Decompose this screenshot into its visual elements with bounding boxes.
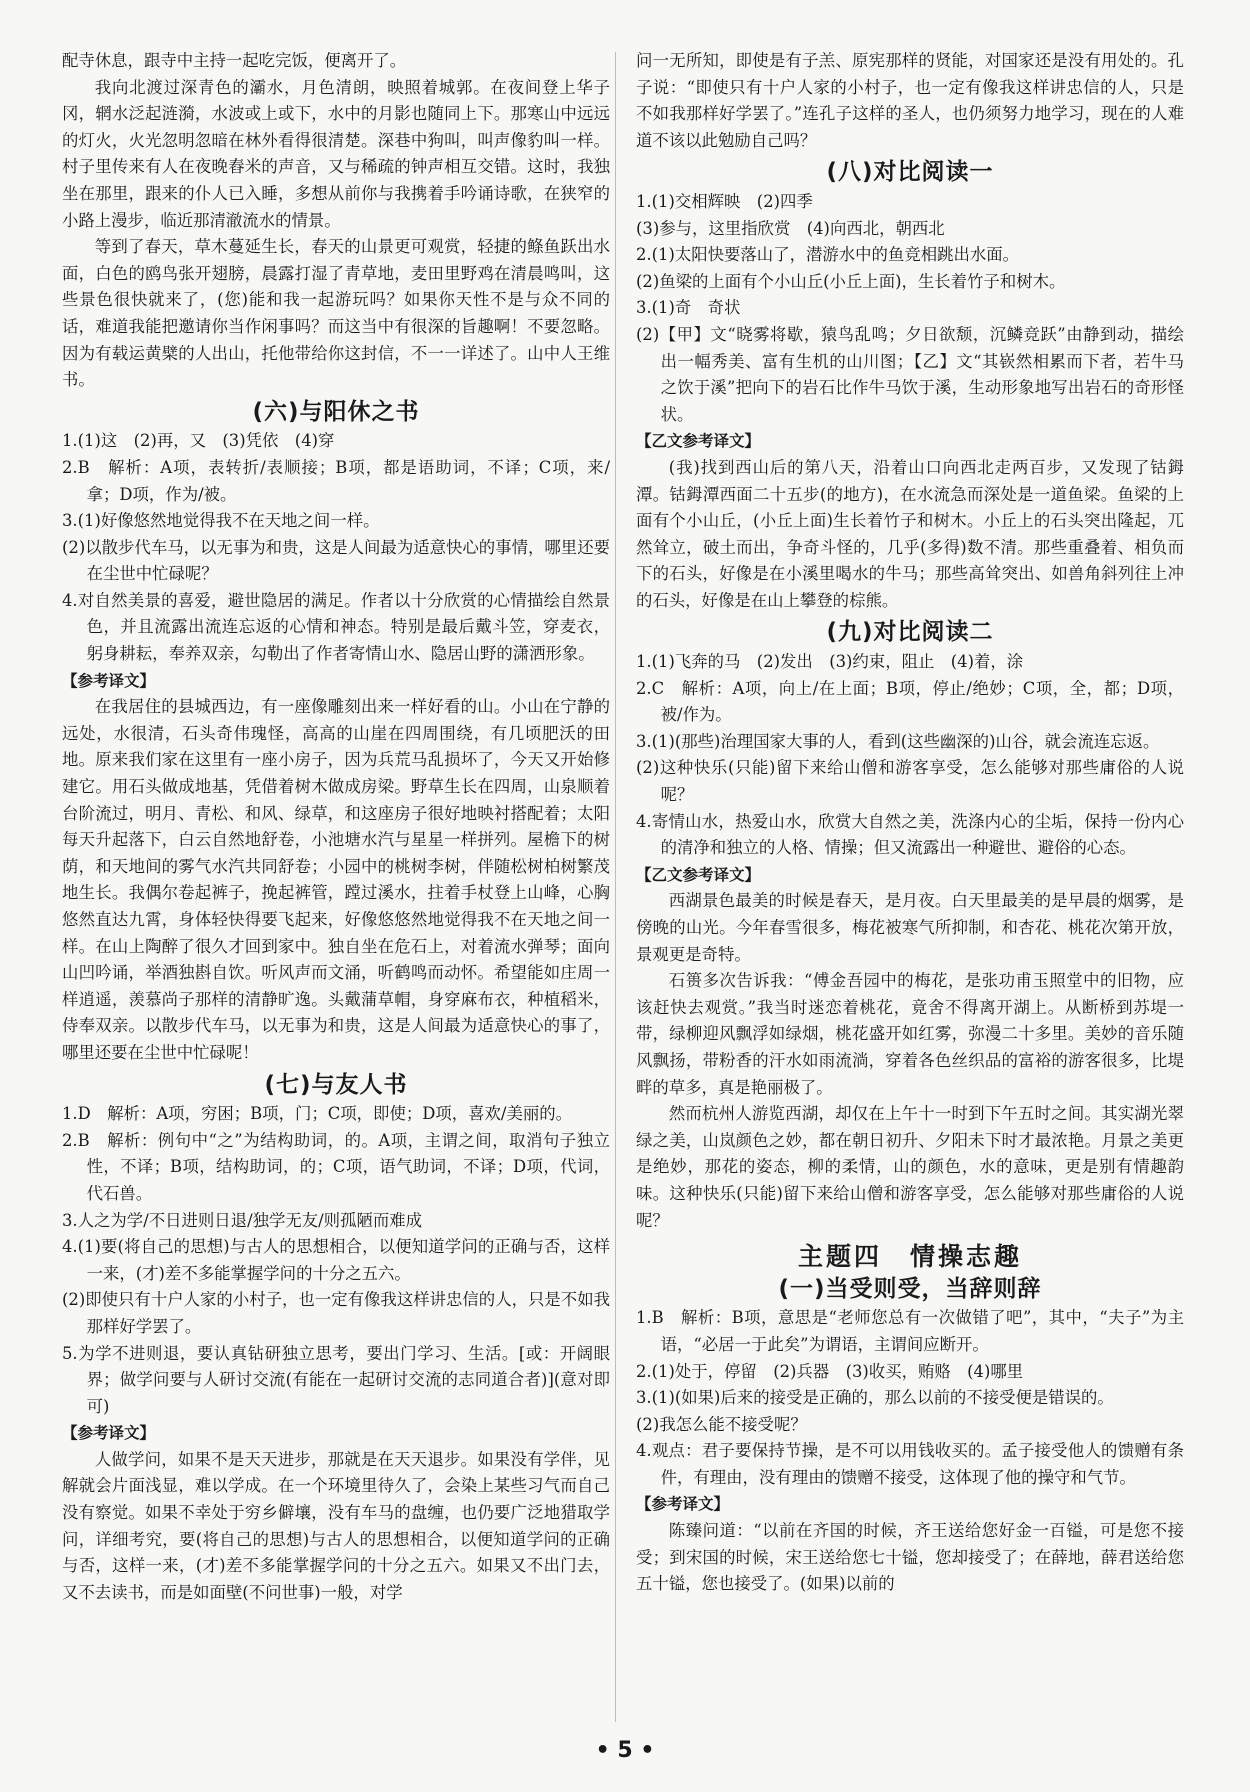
answer-item: (2)这种快乐(只能)留下来给山僧和游客享受，怎么能够对那些庸俗的人说呢？ bbox=[636, 758, 1184, 805]
column-divider bbox=[615, 52, 616, 1722]
answer-item: 3.(1)奇 奇状 bbox=[636, 298, 741, 318]
answer-item: 1.(1)交相辉映 (2)四季 bbox=[636, 191, 813, 211]
section-heading: (八)对比阅读一 bbox=[826, 159, 994, 186]
text-paragraph: 1.(1)这 (2)再，又 (3)凭依 (4)穿 bbox=[62, 431, 335, 451]
theme-heading: 主题四 情操志趣 bbox=[797, 1242, 1022, 1272]
section-heading: (六)与阳休之书 bbox=[252, 398, 420, 425]
translation-label: 【乙文参考译文】 bbox=[636, 432, 761, 451]
answer-item: (2)【甲】文“晓雾将歇，猿鸟乱鸣；夕日欲颓，沉鳞竞跃”由静到动，描绘出一幅秀美、富有生机的山川图；【乙】文“其嵚然相累而下者，若牛马之饮于溪”把向下的岩石比作牛马饮于溪，生动形象地写出岩石的奇形怪状。 bbox=[636, 324, 1184, 424]
answer-item: 5.为学不进则退，要认真钻研独立思考，要出门学习、生活。[或：开阔眼界；做学问要与人研讨交流(有能在一起研讨交流的志同道合者)](意对即可) bbox=[62, 1343, 610, 1416]
text-paragraph: 问一无所知，即使是有子羔、原宪那样的贤能，对国家还是没有用处的。孔子说：“即使只有十户人家的小村子，也一定有像我这样讲忠信的人，只是不如我那样好学罢了。”连孔子这样的圣人，也仍须努力地学习，现在的人难道不该以此勉励自己吗？ bbox=[636, 51, 1184, 150]
translation-label: 【参考译文】 bbox=[62, 1424, 156, 1443]
section-heading: (七)与友人书 bbox=[264, 1071, 408, 1098]
answer-item: 2.C 解析：A项，向上/在上面；B项，停止/绝妙；C项，全，都；D项，被/作为。 bbox=[636, 678, 1184, 725]
translation-label: 【参考译文】 bbox=[636, 1495, 730, 1514]
answer-item: 2.(1)处于，停留 (2)兵器 (3)收买，贿赂 (4)哪里 bbox=[636, 1361, 1024, 1381]
translation-label: 【参考译文】 bbox=[62, 671, 156, 690]
answer-item: 2.B 解析：例句中“之”为结构助词，的。A项，主谓之间，取消句子独立性，不译；B项，结构助词，的；C项，语气助词，不译；D项，代词，代石兽。 bbox=[62, 1130, 610, 1203]
answer-item: (2)即使只有十户人家的小村子，也一定有像我这样讲忠信的人，只是不如我那样好学罢了。 bbox=[62, 1290, 610, 1336]
translation-paragraph: 陈臻问道：“以前在齐国的时候，齐王送给您好金一百镒，可是您不接受；到宋国的时候，宋王送给您七十镒，您却接受了；在薛地，薛君送给您五十镒，您也接受了。(如果)以前的 bbox=[636, 1521, 1184, 1594]
answer-item: 2.B 解析：A项，表转折/表顺接；B项，都是语助词，不译；C项，来/拿；D项，作为/被。 bbox=[62, 457, 610, 504]
page-number: • 5 • bbox=[595, 1738, 655, 1763]
translation-paragraph: 然而杭州人游览西湖，却仅在上午十一时到下午五时之间。其实湖光翠绿之美，山岚颜色之妙，都在朝日初升、夕阳未下时才最浓艳。月景之美更是绝妙，那花的姿态，柳的柔情，山的颜色，水的意味，更是别有情趣韵味。这种快乐(只能)留下来给山僧和游客享受，怎么能够对那些庸俗的人说呢？ bbox=[636, 1104, 1184, 1230]
translation-paragraph: 我向北渡过深青色的灞水，月色清朗，映照着城郭。在夜间登上华子冈，辋水泛起涟漪，水波或上或下，水中的月影也随同上下。那寒山中远远的灯火，火光忽明忽暗在林外看得很清楚。深巷中狗叫，叫声像豹叫一样。村子里传来有人在夜晚舂米的声音，又与稀疏的钟声相互交错。这时，我独坐在那里，跟来的仆人已入睡，多想从前你与我携着手吟诵诗歌，在狭窄的小路上漫步，临近那清澈流水的情景。 bbox=[62, 77, 610, 230]
translation-paragraph: 西湖景色最美的时候是春天，是月夜。白天里最美的是早晨的烟雾，是傍晚的山光。今年春雪很多，梅花被寒气所抑制，和杏花、桃花次第开放，景观更是奇特。 bbox=[636, 891, 1184, 964]
text-paragraph: 配寺休息，跟寺中主持一起吃完饭，便离开了。 bbox=[62, 51, 407, 70]
answer-item: 2.(1)太阳快要落山了，潜游水中的鱼竞相跳出水面。 bbox=[636, 245, 1020, 265]
translation-paragraph: 石篑多次告诉我：“傅金吾园中的梅花，是张功甫玉照堂中的旧物，应该赶快去观赏。”我当时迷恋着桃花，竟舍不得离开湖上。从断桥到苏堤一带，绿柳迎风飘浮如绿烟，桃花盛开如红雾，弥漫二十多里。美妙的音乐随风飘扬，带粉香的汗水如雨流淌，穿着各色丝织品的富裕的游客很多，比堤畔的草多，真是艳丽极了。 bbox=[636, 971, 1184, 1097]
answer-item: 1.B 解析：B项，意思是“老师您总有一次做错了吧”，其中，“夫子”为主语，“必居一于此矣”为谓语，主谓间应断开。 bbox=[636, 1308, 1184, 1354]
translation-paragraph: 等到了春天，草木蔓延生长，春天的山景更可观赏，轻捷的鲦鱼跃出水面，白色的鸥鸟张开翅膀，晨露打湿了青草地，麦田里野鸡在清晨鸣叫，这些景色很快就来了，(您)能和我一起游玩吗？如果你天性不是与众不同的话，难道我能把邀请你当作闲事吗？而这当中有很深的旨趣啊！不要忽略。因为有载运黄檗的人出山，托他带给你这封信，不一一详述了。山中人王维书。 bbox=[62, 237, 610, 390]
answer-item: (2)鱼梁的上面有个小山丘(小丘上面)，生长着竹子和树木。 bbox=[636, 271, 1066, 291]
section-heading: (九)对比阅读二 bbox=[826, 619, 994, 646]
answer-item: 1.D 解析：A项，穷困；B项，门；C项，即使；D项，喜欢/美丽的。 bbox=[62, 1104, 573, 1124]
answer-item: 3.(1)好像悠然地觉得我不在天地之间一样。 bbox=[62, 511, 380, 531]
translation-paragraph: 在我居住的县城西边，有一座像雕刻出来一样好看的山。小山在宁静的远处，水很清，石头奇伟瑰怪，高高的山崖在四周围绕，有几顷肥沃的田地。原来我们家在这里有一座小房子，因为兵荒马乱损坏了，今天又开始修建它。用石头做成地基，凭借着树木做成房梁。野草生长在四周，山泉顺着台阶流过，明月、青松、和风、绿草，和这座房子很好地映衬搭配着；太阳每天升起落下，白云自然地舒卷，小池塘水汽与星星一样拼列。屋檐下的树荫，和天地间的雾气水汽共同舒卷；小园中的桃树李树，伴随松树柏树繁茂地生长。我偶尔卷起裤子，挽起裤管，蹚过溪水，拄着手杖登上山峰，心胸悠然直达九霄，身体轻快得要飞起来，好像悠悠然地觉得我不在天地之间一样。在山上陶醉了很久才回到家中。独自坐在危石上，对着流水弹琴；面向山凹吟诵，举酒独斟自饮。听风声而文涌，听鹤鸣而动怀。希望能如庄周一样逍遥，羡慕尚子那样的清静旷逸。头戴蒲草帽，身穿麻布衣，种植稻米，侍奉双亲。以散步代车马，以无事为和贵，这是人间最为适意快心的事了，哪里还要在尘世中忙碌呢！ bbox=[62, 697, 610, 1062]
answer-item: (2)我怎么能不接受呢？ bbox=[636, 1414, 807, 1434]
answer-item: 4.对自然美景的喜爱，避世隐居的满足。作者以十分欣赏的心情描绘自然景色，并且流露出流连忘返的心情和神态。特别是最后戴斗笠，穿麦衣，躬身耕耘，奉养双亲，勾勒出了作者寄情山水、隐居山野的潇洒形象。 bbox=[62, 590, 610, 664]
answer-item: 3.(1)(如果)后来的接受是正确的，那么以前的不接受便是错误的。 bbox=[636, 1388, 1114, 1408]
answer-item: 1.(1)飞奔的马 (2)发出 (3)约束，阻止 (4)着，涂 bbox=[636, 652, 1024, 672]
right-column bbox=[636, 48, 1184, 1722]
section-heading: (一)当受则受，当辞则辞 bbox=[778, 1275, 1042, 1302]
left-column bbox=[62, 48, 610, 1722]
translation-paragraph: (我)找到西山后的第八天，沿着山口向西北走两百步，又发现了钴鉧潭。钴鉧潭西面二十五步(的地方)，在水流急而深处是一道鱼梁。鱼梁的上面有个小山丘，(小丘上面)生长着竹子和树木。小丘上的石头突出隆起，兀然耸立，破土而出，争奇斗怪的，几乎(多得)数不清。那些重叠着、相负而下的石头，好像是在小溪里喝水的牛马；那些高耸突出、如兽角斜列往上冲的石头，好像是在山上攀登的棕熊。 bbox=[636, 457, 1184, 610]
answer-item: (3)参与，这里指欣赏 (4)向西北，朝西北 bbox=[636, 218, 945, 238]
answer-item: (2)以散步代车马，以无事为和贵，这是人间最为适意快心的事情，哪里还要在尘世中忙碌呢？ bbox=[62, 537, 610, 584]
answer-item: 3.(1)(那些)治理国家大事的人，看到(这些幽深的)山谷，就会流连忘返。 bbox=[636, 731, 1160, 751]
answer-item: 4.(1)要(将自己的思想)与古人的思想相合，以便知道学问的正确与否，这样一来，(才)差不多能掌握学问的十分之五六。 bbox=[62, 1237, 610, 1283]
answer-item: 4.寄情山水，热爱山水，欣赏大自然之美，洗涤内心的尘垢，保持一份内心的清净和独立的人格、情操；但又流露出一种避世、避俗的心态。 bbox=[636, 811, 1184, 858]
translation-label: 【乙文参考译文】 bbox=[636, 865, 761, 884]
answer-item: 3.人之为学/不日进则日退/独学无友/则孤陋而难成 bbox=[62, 1210, 423, 1230]
translation-paragraph: 人做学问，如果不是天天进步，那就是在天天退步。如果没有学伴，见解就会片面浅显，难以学成。在一个环境里待久了，会染上某些习气而自己没有察觉。如果不幸处于穷乡僻壤，没有车马的盘缠，也仍要广泛地猎取学问，详细考究，要(将自己的思想)与古人的思想相合，以便知道学问的正确与否，这样一来，(才)差不多能掌握学问的十分之五六。如果又不出门去，又不去读书，而是如面壁(不问世事)一般，对学 bbox=[62, 1449, 610, 1602]
answer-item: 4.观点：君子要保持节操，是不可以用钱收买的。孟子接受他人的馈赠有条件，有理由，没有理由的馈赠不接受，这体现了他的操守和气节。 bbox=[636, 1441, 1184, 1487]
